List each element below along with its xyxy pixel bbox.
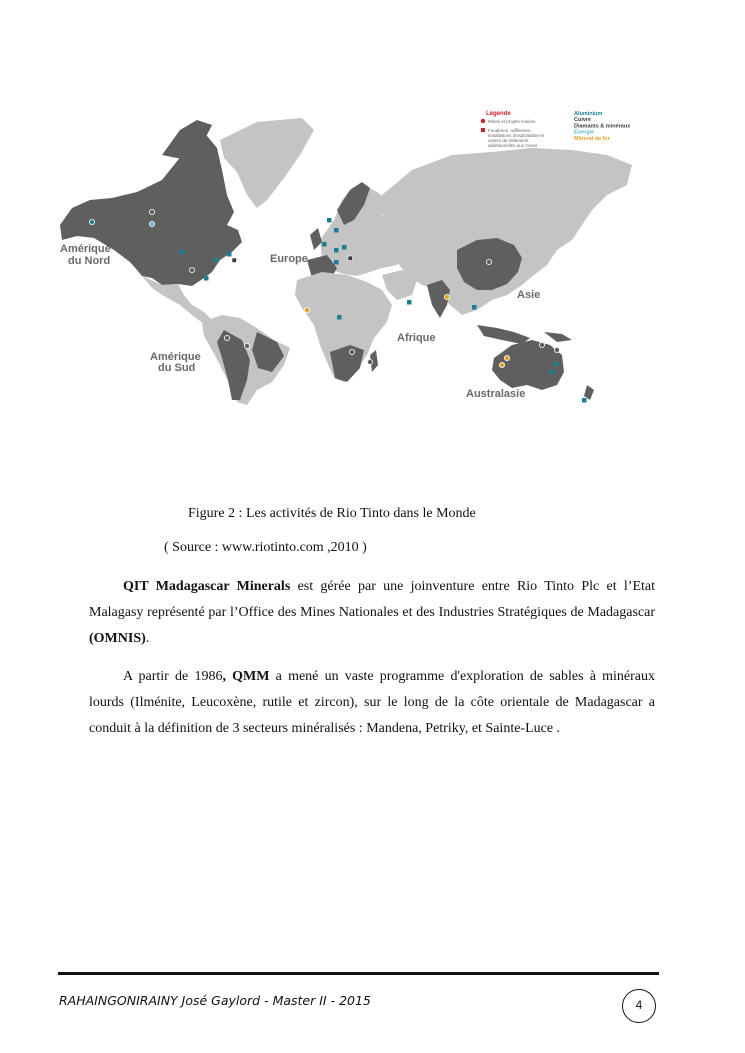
map-legend (481, 111, 631, 148)
legend-item-mines: Mines et projets miniers (488, 119, 536, 124)
plant-marker (180, 250, 185, 255)
label-australasia: Australasie (466, 388, 526, 400)
legend-item-plants-3: usines de traitement (488, 138, 529, 143)
label-south-america-2: du Sud (158, 362, 196, 374)
page-number: 4 (622, 989, 656, 1023)
label-north-america-2: du Nord (68, 255, 111, 267)
mine-marker (189, 267, 194, 272)
legend-products (574, 111, 631, 142)
legend-item-plants-2: installations d'exploitation et (488, 133, 544, 138)
label-asia: Asie (517, 289, 541, 301)
plant-marker (582, 398, 587, 403)
legend-product-3: Diamants & minéraux (574, 123, 631, 130)
mine-marker (367, 359, 372, 364)
mine-marker (224, 335, 229, 340)
world-map-figure (52, 100, 652, 405)
plant-marker (232, 258, 237, 263)
plant-marker (334, 260, 339, 265)
plant-marker (227, 252, 232, 257)
asia (382, 148, 632, 315)
paragraph-1-end: . (145, 631, 150, 646)
mine-marker (444, 294, 449, 299)
label-europe: Europe (270, 253, 308, 265)
paragraph-1-text: est gérée par une joinventure entre Rio Tinto Plc et l’Etat Malagasy représenté par l’Office des Mines Nationales et des Industries Stratégiques de Madagascar (89, 579, 656, 620)
plant-marker (407, 300, 412, 305)
greenland (220, 118, 314, 208)
plant-marker (554, 362, 559, 367)
mine-marker (499, 362, 504, 367)
mine-marker (349, 349, 354, 354)
footer-author: RAHAINGONIRAINY José Gaylord - Master II - 2015 (59, 993, 371, 1008)
figure-source: ( Source : www.riotinto.com ,2010 ) (164, 540, 367, 555)
figure-caption: Figure 2 : Les activités de Rio Tinto dans le Monde (188, 506, 476, 521)
legend-item-plants-1: Fonderies, raffineries, (488, 128, 532, 133)
company-name: QIT Madagascar Minerals (123, 579, 291, 594)
mine-marker (504, 355, 509, 360)
legend-item-plants-4: additionnelles aux mines (488, 143, 538, 148)
plant-marker (214, 258, 219, 263)
legend-mine-icon (481, 119, 485, 123)
paragraph-2 (89, 664, 655, 742)
legend-product-1: Aluminium (574, 111, 603, 117)
mine-marker (486, 259, 491, 264)
plant-marker (204, 276, 209, 281)
mine-marker (149, 221, 154, 226)
plant-marker (550, 370, 555, 375)
footer-rule (58, 972, 659, 975)
legend-product-5: Minerai de fer (574, 135, 610, 142)
new-zealand (584, 385, 594, 400)
plant-marker (322, 242, 327, 247)
label-south-america-1: Amérique (150, 351, 201, 363)
plant-marker (348, 256, 353, 261)
mine-marker (304, 307, 309, 312)
omnis-acronym: (OMNIS) (89, 631, 146, 646)
legend-product-2: Cuivre (574, 117, 592, 124)
indonesia (477, 325, 530, 344)
mine-marker (244, 343, 249, 348)
label-north-america-1: Amérique (60, 243, 111, 255)
world-map (52, 100, 652, 405)
plant-marker (337, 315, 342, 320)
paragraph-1 (89, 574, 655, 652)
uk-ireland (310, 228, 322, 250)
mine-marker (554, 347, 559, 352)
legend-product-4: Énergie (574, 129, 595, 136)
qmm-acronym: , QMM (222, 669, 270, 684)
papua (544, 332, 572, 342)
legend-plant-icon (481, 128, 485, 132)
mine-marker (149, 209, 154, 214)
southern-africa (330, 345, 364, 382)
plant-marker (342, 245, 347, 250)
plant-marker (334, 248, 339, 253)
label-africa: Afrique (397, 332, 436, 344)
mine-marker (539, 342, 544, 347)
mine-marker (89, 219, 94, 224)
plant-marker (327, 218, 332, 223)
paragraph-2-start: A partir de 1986 (123, 669, 223, 684)
legend-title: Légende (486, 111, 511, 117)
plant-marker (472, 305, 477, 310)
paragraph-2-text: a mené un vaste programme d'exploration de sables à minéraux lourds (Ilménite, Leucoxène, rutile et zircon), sur le long de la côte orientale de Madagascar a conduit à la définition de 3 secteurs minéralisés : Mandena, Petriky, et Sainte-Luce . (89, 669, 655, 736)
plant-marker (334, 228, 339, 233)
